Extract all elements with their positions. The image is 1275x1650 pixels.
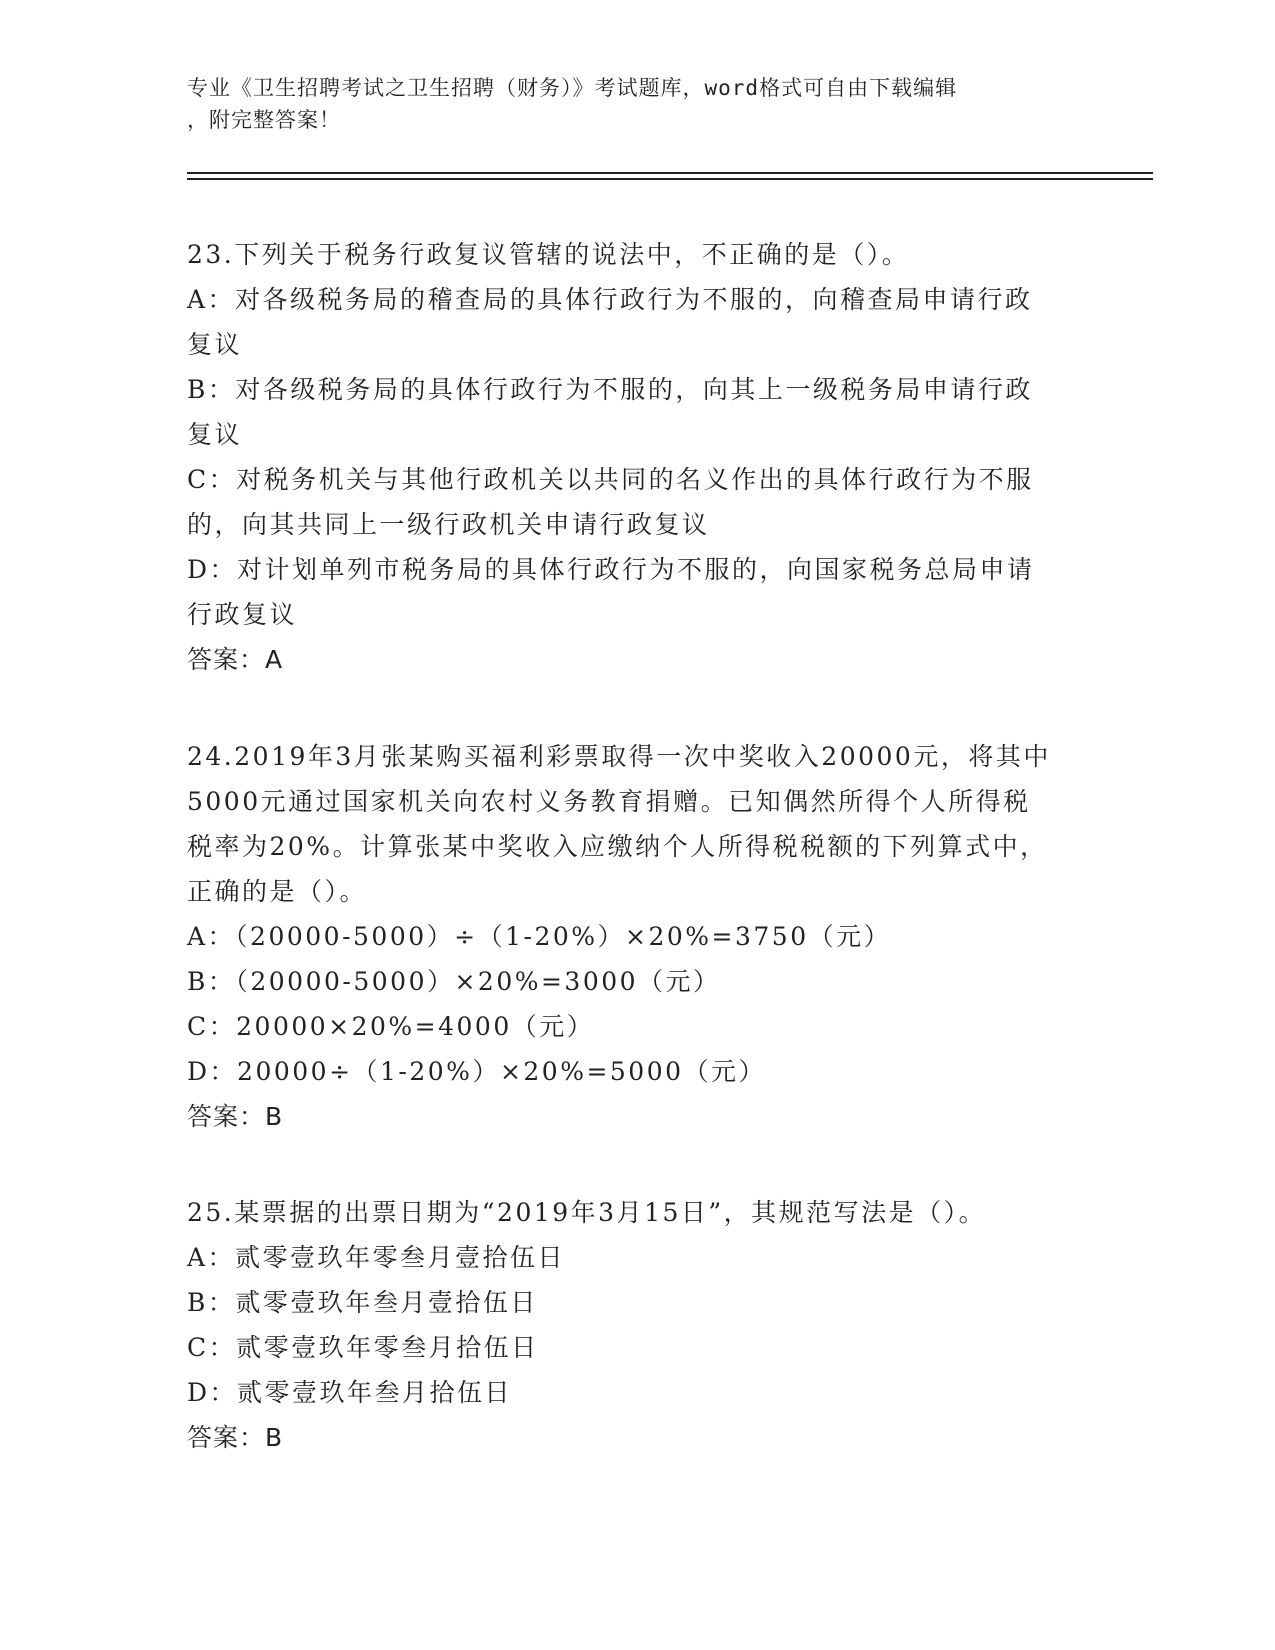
option-a-line-2: 复议 [187, 330, 243, 359]
question-stem: 25.某票据的出票日期为“2019年3月15日”，其规范写法是（）。 [187, 1198, 987, 1227]
option-a: A：（20000-5000）÷（1-20%）×20%=3750（元） [187, 922, 892, 951]
option-d-line-1: D：对计划单列市税务局的具体行政行为不服的，向国家税务总局申请 [187, 555, 1035, 584]
option-b: B：（20000-5000）×20%=3000（元） [187, 967, 721, 996]
option-c-line-2: 的，向其共同上一级行政机关申请行政复议 [187, 510, 710, 539]
question-stem: 23.下列关于税务行政复议管辖的说法中，不正确的是（）。 [187, 240, 910, 269]
answer-line: 答案：A [187, 645, 284, 674]
question-stem-line-4: 正确的是（）。 [187, 877, 368, 906]
option-c: C：20000×20%=4000（元） [187, 1012, 595, 1041]
document-header [187, 72, 1087, 136]
option-d: D：贰零壹玖年叁月拾伍日 [187, 1378, 513, 1407]
option-b-line-2: 复议 [187, 420, 243, 449]
option-a-line-1: A：对各级税务局的稽查局的具体行政行为不服的，向稽查局申请行政 [187, 285, 1033, 314]
question-25 [187, 1190, 1087, 1460]
question-stem-line-2: 5000元通过国家机关向农村义务教育捐赠。已知偶然所得个人所得税 [187, 787, 1031, 816]
option-a: A：贰零壹玖年零叁月壹拾伍日 [187, 1243, 566, 1272]
header-line-1: 专业《卫生招聘考试之卫生招聘（财务）》考试题库，word格式可自由下载编辑 [187, 76, 958, 100]
option-c: C：贰零壹玖年零叁月拾伍日 [187, 1333, 539, 1362]
question-stem-line-1: 24.2019年3月张某购买福利彩票取得一次中奖收入20000元，将其中 [187, 742, 1051, 771]
option-c-line-1: C：对税务机关与其他行政机关以共同的名义作出的具体行政行为不服 [187, 465, 1034, 494]
option-d: D：20000÷（1-20%）×20%=5000（元） [187, 1057, 767, 1086]
answer-line: 答案：B [187, 1102, 284, 1131]
header-divider-top [187, 172, 1153, 174]
option-d-line-2: 行政复议 [187, 600, 298, 629]
question-23 [187, 232, 1087, 682]
header-divider-bottom [187, 178, 1153, 180]
option-b: B：贰零壹玖年叁月壹拾伍日 [187, 1288, 538, 1317]
answer-line: 答案：B [187, 1423, 284, 1452]
question-24 [187, 734, 1087, 1139]
header-line-2: ，附完整答案！ [187, 108, 341, 132]
option-b-line-1: B：对各级税务局的具体行政行为不服的，向其上一级税务局申请行政 [187, 375, 1033, 404]
question-stem-line-3: 税率为20%。计算张某中奖收入应缴纳个人所得税税额的下列算式中， [187, 832, 1048, 861]
